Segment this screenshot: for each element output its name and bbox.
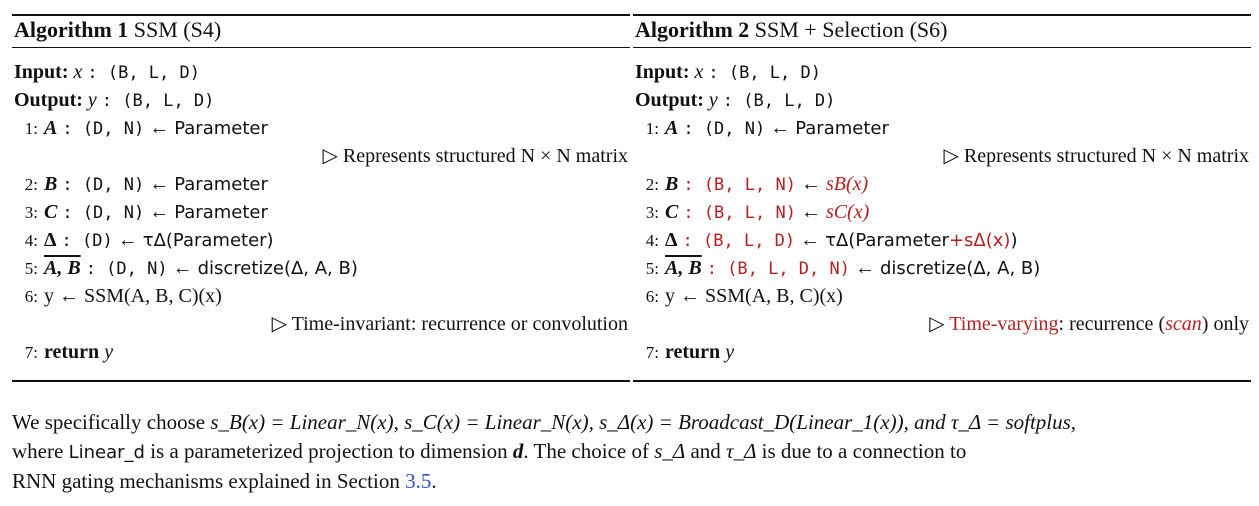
algo-line-6: [635, 282, 1249, 310]
input-keyword: Input:: [635, 61, 690, 83]
line-var: C: [44, 201, 58, 223]
algo-comment-1: [635, 142, 1249, 170]
algo-line-6: [14, 282, 628, 310]
line-shape: : (D): [61, 231, 113, 251]
line-var: Δ: [44, 229, 57, 251]
return-var: y: [104, 341, 114, 363]
algorithm-2-box: [633, 14, 1251, 382]
algorithm-name: SSM (S4): [133, 17, 222, 42]
algo-comment-1: [14, 142, 628, 170]
algo-comment-2: [14, 310, 628, 338]
line-number: 2:: [24, 175, 38, 194]
line-number: 1:: [24, 119, 38, 138]
line-shape: : (B, L, D): [682, 231, 796, 251]
algorithm-name: SSM + Selection (S6): [754, 17, 948, 42]
text: is due to a connection to: [756, 439, 967, 463]
section-link[interactable]: 3.5: [405, 469, 432, 493]
line-number: 5:: [645, 259, 659, 278]
line-number: 7:: [24, 343, 38, 362]
comment-text: ▷ Represents structured N × N matrix: [322, 145, 628, 167]
output-line: [635, 86, 1249, 114]
math-definitions: s_B(x) = Linear_N(x), s_C(x) = Linear_N(x), s_Δ(x) = Broadcast_D(Linear_1(x)), and τ_Δ = softplus,: [210, 410, 1077, 434]
algo-line-2: [14, 170, 628, 198]
bottom-rule: [12, 380, 630, 382]
line-text: y ← SSM(A, B, C)(x): [665, 285, 843, 307]
line-arrow: ←: [795, 201, 826, 223]
output-shape: : (B, L, D): [101, 91, 215, 111]
math-linear: Linear_d: [68, 442, 145, 463]
line-number: 1:: [645, 119, 659, 138]
line-shape: : (D, N): [85, 259, 168, 279]
input-line: [635, 58, 1249, 86]
output-shape: : (B, L, D): [722, 91, 836, 111]
text: We specifically choose: [12, 410, 211, 434]
body-paragraph: [12, 408, 1250, 496]
line-shape: : (D, N): [683, 119, 766, 139]
line-shape: : (B, L, D, N): [706, 259, 850, 279]
text: and: [685, 439, 727, 463]
comment-text: ▷ Represents structured N × N matrix: [943, 145, 1249, 167]
line-shape: : (B, L, N): [683, 175, 796, 195]
line-number: 4:: [24, 231, 38, 250]
header-rule: [12, 47, 630, 48]
algo-line-5: [635, 254, 1249, 282]
line-arrow: ←: [849, 257, 880, 279]
output-var: y: [87, 89, 97, 111]
algo-line-7: [14, 338, 628, 366]
algorithm-1-title: [14, 17, 221, 43]
line-arrow: ←: [795, 173, 826, 195]
return-keyword: return: [665, 341, 721, 363]
algo-line-7: [635, 338, 1249, 366]
line-var: A: [44, 117, 58, 139]
line-arrow: ←: [112, 229, 143, 251]
line-var: A, B: [665, 257, 702, 279]
return-var: y: [725, 341, 735, 363]
line-number: 7:: [645, 343, 659, 362]
line-shape: : (B, L, N): [683, 203, 796, 223]
line-var: C: [665, 201, 679, 223]
top-rule: [633, 14, 1251, 16]
line-number: 2:: [645, 175, 659, 194]
output-keyword: Output:: [635, 89, 704, 111]
algo-line-5: [14, 254, 628, 282]
math-tau-delta: τ_Δ: [726, 439, 757, 463]
text: RNN gating mechanisms explained in Section: [12, 469, 406, 493]
line-var: A, B: [44, 257, 81, 279]
algo-comment-2: [635, 310, 1249, 338]
line-var: B: [665, 173, 679, 195]
line-shape: : (D, N): [62, 203, 145, 223]
line-rhs: Parameter: [174, 118, 268, 139]
line-arrow: ←: [765, 117, 796, 139]
line-var: A: [665, 117, 679, 139]
math-s-delta: s_Δ: [654, 439, 686, 463]
line-arrow: ←: [167, 257, 198, 279]
algo-line-3: [635, 198, 1249, 226]
input-var: x: [694, 61, 704, 83]
paragraph-line-1: [12, 408, 1250, 437]
return-keyword: return: [44, 341, 100, 363]
line-rhs: discretize(Δ, A, B): [879, 258, 1041, 279]
comment-scan: scan: [1165, 313, 1202, 335]
algo-line-1: [635, 114, 1249, 142]
line-shape: : (D, N): [62, 119, 145, 139]
text: where: [12, 439, 69, 463]
input-shape: : (B, L, D): [87, 63, 200, 83]
line-rhs: sB(x): [825, 173, 869, 195]
line-var: Δ: [665, 229, 678, 251]
line-rhs-close: ): [1010, 230, 1018, 251]
line-number: 3:: [24, 203, 38, 222]
line-rhs: Parameter: [174, 174, 268, 195]
text: .: [431, 469, 437, 493]
line-rhs: τΔ(Parameter: [825, 230, 949, 251]
algo-line-2: [635, 170, 1249, 198]
line-arrow: ←: [144, 173, 175, 195]
line-rhs: Parameter: [795, 118, 889, 139]
math-d: d: [512, 439, 524, 463]
line-number: 3:: [645, 203, 659, 222]
line-arrow: ←: [795, 229, 826, 251]
line-number: 6:: [24, 287, 38, 306]
header-rule: [633, 47, 1251, 48]
output-var: y: [708, 89, 718, 111]
algorithm-label: Algorithm 2: [635, 17, 750, 42]
algo-line-1: [14, 114, 628, 142]
output-keyword: Output:: [14, 89, 83, 111]
algo-line-4: [635, 226, 1249, 254]
text: . The choice of: [523, 439, 655, 463]
line-shape: : (D, N): [62, 175, 145, 195]
output-line: [14, 86, 628, 114]
comment-highlight: Time-varying: [949, 313, 1059, 335]
input-line: [14, 58, 628, 86]
algo-line-3: [14, 198, 628, 226]
line-rhs-selection: +sΔ(x): [948, 230, 1011, 251]
line-arrow: ←: [144, 117, 175, 139]
top-rule: [12, 14, 630, 16]
input-var: x: [73, 61, 83, 83]
line-rhs: τΔ(Parameter): [142, 230, 274, 251]
text: is a parameterized projection to dimension: [144, 439, 513, 463]
comment-text: ▷ Time-invariant: recurrence or convolution: [271, 313, 628, 335]
input-shape: : (B, L, D): [708, 63, 821, 83]
paragraph-line-3: [12, 467, 1250, 496]
line-number: 4:: [645, 231, 659, 250]
bottom-rule: [633, 380, 1251, 382]
comment-text: : recurrence (: [1058, 313, 1166, 335]
line-number: 6:: [645, 287, 659, 306]
comment-end: ) only: [1201, 313, 1249, 335]
algorithm-2-title: [635, 17, 947, 43]
comment-marker: ▷: [929, 313, 950, 335]
line-rhs: Parameter: [174, 202, 268, 223]
algorithm-1-box: [12, 14, 630, 382]
line-arrow: ←: [144, 201, 175, 223]
line-rhs: sC(x): [825, 201, 870, 223]
line-text: y ← SSM(A, B, C)(x): [44, 285, 222, 307]
input-keyword: Input:: [14, 61, 69, 83]
line-rhs: discretize(Δ, A, B): [197, 258, 358, 279]
algo-line-4: [14, 226, 628, 254]
line-var: B: [44, 173, 58, 195]
algorithm-label: Algorithm 1: [14, 17, 129, 42]
line-number: 5:: [24, 259, 38, 278]
paragraph-line-2: [12, 437, 1250, 467]
